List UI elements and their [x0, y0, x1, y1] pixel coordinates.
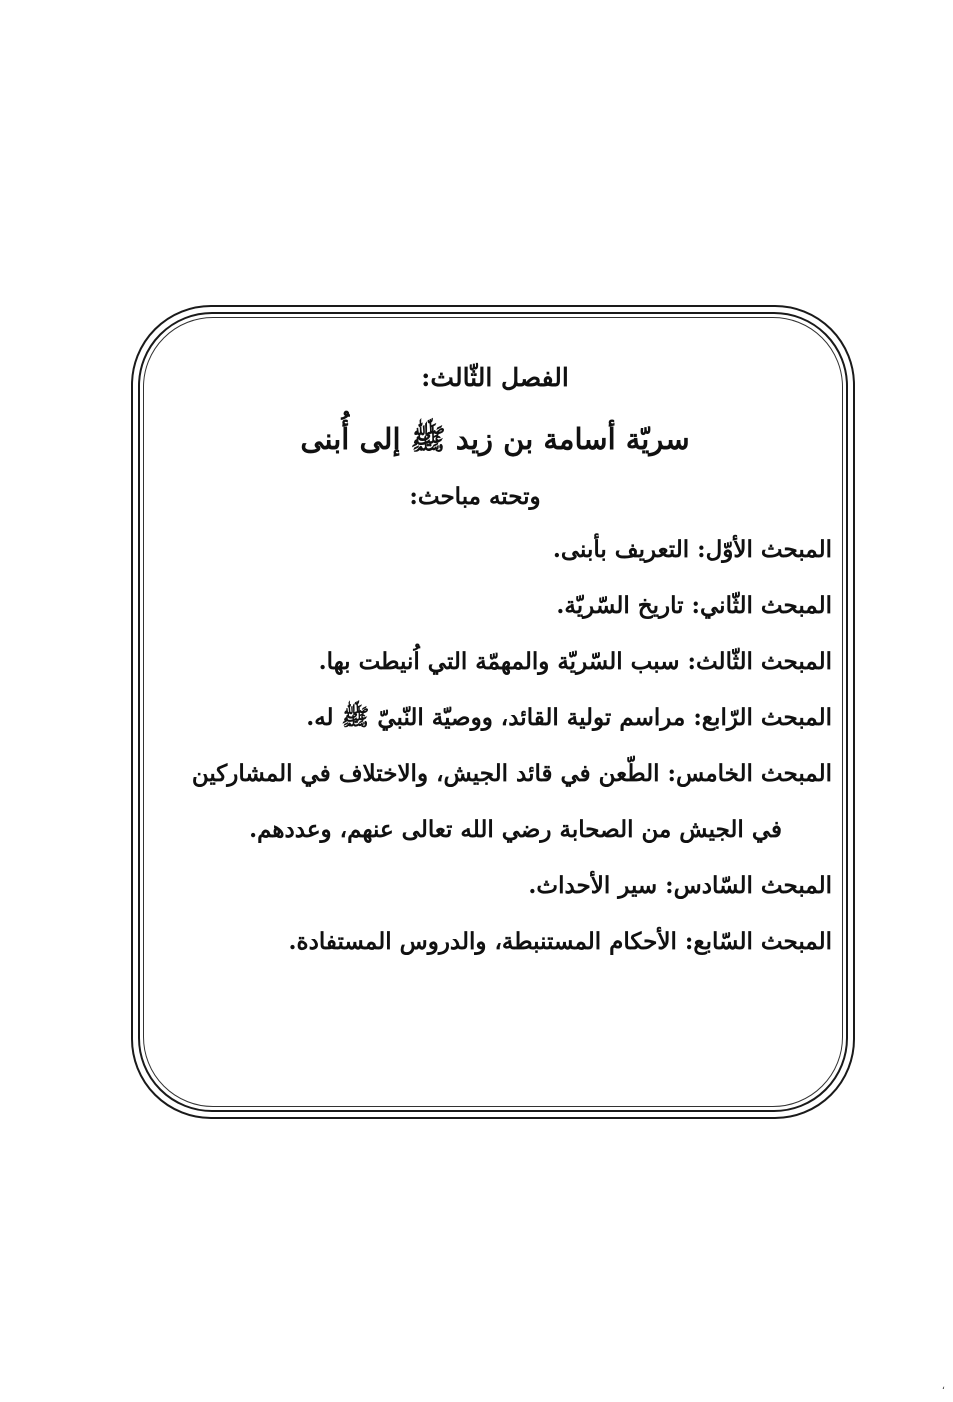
section-2: المبحث الثّاني: تاريخ السّريّة. — [556, 592, 832, 619]
chapter-title: سريّة أسامة بن زيد ﷺ إلى أُبنى — [300, 422, 690, 456]
section-5-line-1: المبحث الخامس: الطّعن في قائد الجيش، والاختلاف في المشاركين — [191, 760, 832, 787]
section-6: المبحث السّادس: سير الأحداث. — [528, 872, 832, 899]
section-1: المبحث الأوّل: التعريف بأبنى. — [552, 536, 832, 563]
chapter-label: الفصل الثّالث: — [421, 363, 569, 392]
section-5-line-2: في الجيش من الصحابة رضي الله تعالى عنهم، وعددهم. — [249, 816, 782, 843]
subheading: وتحته مباحث: — [409, 483, 541, 510]
section-7: المبحث السّابع: الأحكام المستنبطة، والدروس المستفادة. — [288, 928, 832, 955]
section-3: المبحث الثّالث: سبب السّريّة والمهمّة التي اُنيطت بها. — [318, 648, 832, 675]
section-4: المبحث الرّابع: مراسم تولية القائد، ووصيّة النّبيّ ﷺ له. — [306, 704, 832, 731]
chapter-contents — [150, 350, 840, 970]
section-5 — [150, 746, 840, 858]
corner-mark: ، — [941, 1381, 945, 1392]
